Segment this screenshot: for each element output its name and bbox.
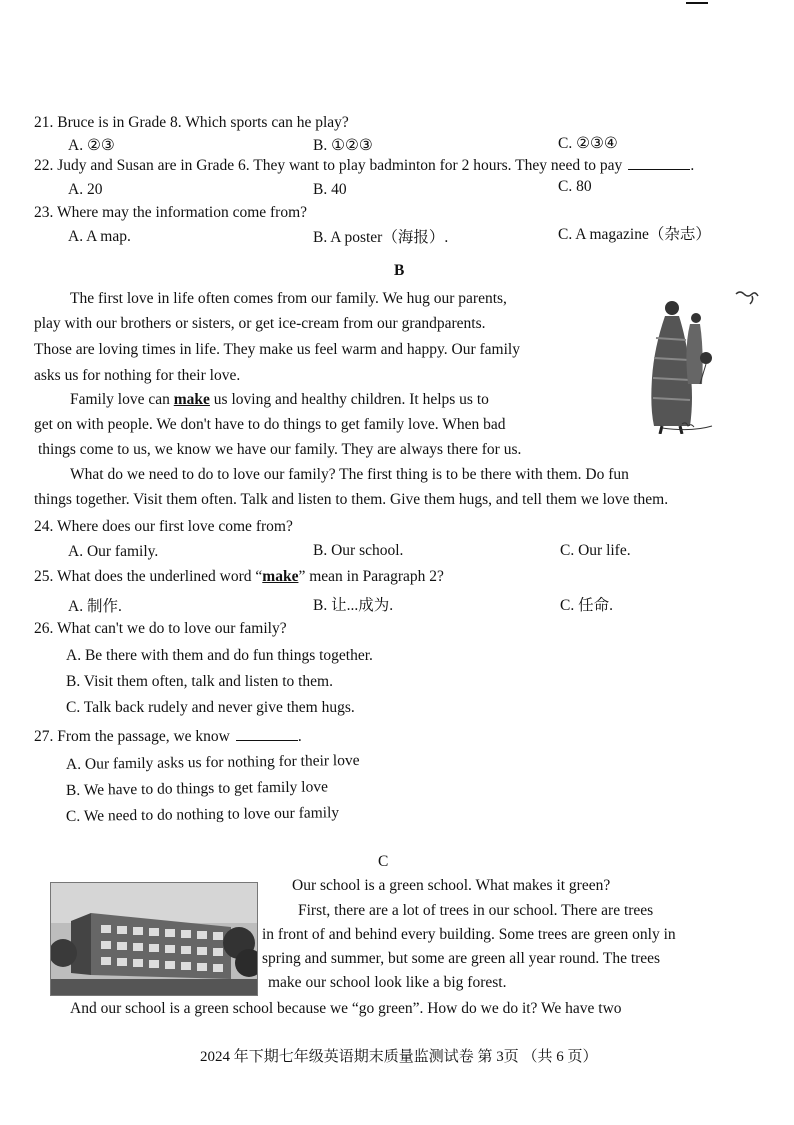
- b-p1-line3: Those are loving times in life. They make us feel warm and happy. Our family: [34, 341, 520, 358]
- q25-question-post: ” mean in Paragraph 2?: [298, 568, 444, 585]
- q27-option-b[interactable]: B. We have to do things to get family love: [65, 778, 329, 799]
- c-line3: in front of and behind every building. Some trees are green only in: [262, 926, 676, 943]
- c-line4: spring and summer, but some are green all year round. The trees: [262, 950, 661, 967]
- q25-question-pre: 25. What does the underlined word “: [34, 568, 263, 585]
- q24-option-b[interactable]: B. Our school.: [313, 542, 404, 559]
- c-line5: make our school look like a big forest.: [268, 974, 507, 991]
- b-p2-line1-pre: Family love can: [70, 391, 170, 408]
- b-p2-line3: things come to us, we know we have our family. They are always there for us.: [38, 441, 522, 458]
- q22-question: [34, 157, 694, 175]
- q24-option-c[interactable]: C. Our life.: [560, 542, 631, 559]
- q21-option-c[interactable]: C. ②③④: [558, 135, 618, 152]
- q24-option-a[interactable]: A. Our family.: [68, 543, 159, 560]
- q26-option-c[interactable]: C. Talk back rudely and never give them hugs.: [66, 699, 355, 716]
- q22-option-a[interactable]: A. 20: [68, 181, 103, 198]
- c-line1: Our school is a green school. What makes it green?: [292, 877, 611, 894]
- b-p3-line2: things together. Visit them often. Talk and listen to them. Give them hugs, and tell them we love them.: [34, 491, 669, 508]
- q27-option-a[interactable]: A. Our family asks us for nothing for their love: [65, 751, 360, 773]
- top-edge-mark: [686, 2, 708, 4]
- page-footer: 2024 年下期七年级英语期末质量监测试卷 第 3页 （共 6 页）: [200, 1049, 598, 1065]
- q23-option-a[interactable]: A. A map.: [68, 228, 131, 245]
- q23-option-c[interactable]: C. A magazine（杂志）: [558, 226, 711, 243]
- c-last-line: And our school is a green school because we “go green”. How do we do it? We have two: [70, 1000, 622, 1017]
- b-p2-line1-post: us loving and healthy children. It helps us to: [213, 391, 489, 408]
- q27-answer-blank[interactable]: [236, 739, 298, 741]
- b-p2-line1: [70, 391, 489, 409]
- q27-question: [34, 728, 302, 746]
- underlined-word-make: make: [173, 391, 210, 408]
- q25-option-c[interactable]: C. 任命.: [560, 597, 613, 614]
- q25-question: [34, 568, 444, 586]
- q23-option-b[interactable]: B. A poster（海报）.: [313, 229, 449, 246]
- c-line2: First, there are a lot of trees in our school. There are trees: [298, 902, 654, 919]
- q21-question: 21. Bruce is in Grade 8. Which sports can he play?: [34, 114, 349, 131]
- q22-option-b[interactable]: B. 40: [313, 181, 347, 198]
- family-illustration: [632, 288, 772, 434]
- school-building-photo: [50, 882, 258, 996]
- q25-option-b[interactable]: B. 让...成为.: [313, 597, 394, 614]
- q26-question: 26. What can't we do to love our family?: [34, 620, 287, 637]
- q27-question-text: 27. From the passage, we know: [34, 728, 230, 745]
- q26-option-a[interactable]: A. Be there with them and do fun things together.: [66, 647, 373, 664]
- b-p1-line2: play with our brothers or sisters, or get ice-cream from our grandparents.: [34, 315, 486, 332]
- q26-option-b[interactable]: B. Visit them often, talk and listen to them.: [66, 673, 333, 690]
- q21-option-a[interactable]: A. ②③: [68, 137, 115, 154]
- q22-question-tail: .: [690, 157, 695, 174]
- q27-question-tail: .: [297, 728, 302, 745]
- q22-option-c[interactable]: C. 80: [558, 178, 592, 195]
- section-c-heading: C: [378, 853, 389, 870]
- b-p1-line1: The first love in life often comes from our family. We hug our parents,: [70, 290, 507, 307]
- q25-underlined-word: make: [262, 568, 299, 585]
- q27-option-c[interactable]: C. We need to do nothing to love our family: [65, 804, 340, 825]
- section-b-heading: B: [394, 262, 405, 279]
- q22-answer-blank[interactable]: [628, 168, 690, 170]
- b-p3-line1: What do we need to do to love our family? The first thing is to be there with them. Do fun: [70, 466, 629, 483]
- b-p1-line4: asks us for nothing for their love.: [34, 367, 241, 384]
- q21-option-b[interactable]: B. ①②③: [313, 137, 373, 154]
- q24-question: 24. Where does our first love come from?: [34, 518, 293, 535]
- b-p2-line2: get on with people. We don't have to do things to get family love. When bad: [34, 416, 506, 433]
- q25-option-a[interactable]: A. 制作.: [68, 598, 122, 615]
- q22-question-text: 22. Judy and Susan are in Grade 6. They want to play badminton for 2 hours. They need to pay: [34, 157, 623, 174]
- q23-question: 23. Where may the information come from?: [34, 204, 308, 221]
